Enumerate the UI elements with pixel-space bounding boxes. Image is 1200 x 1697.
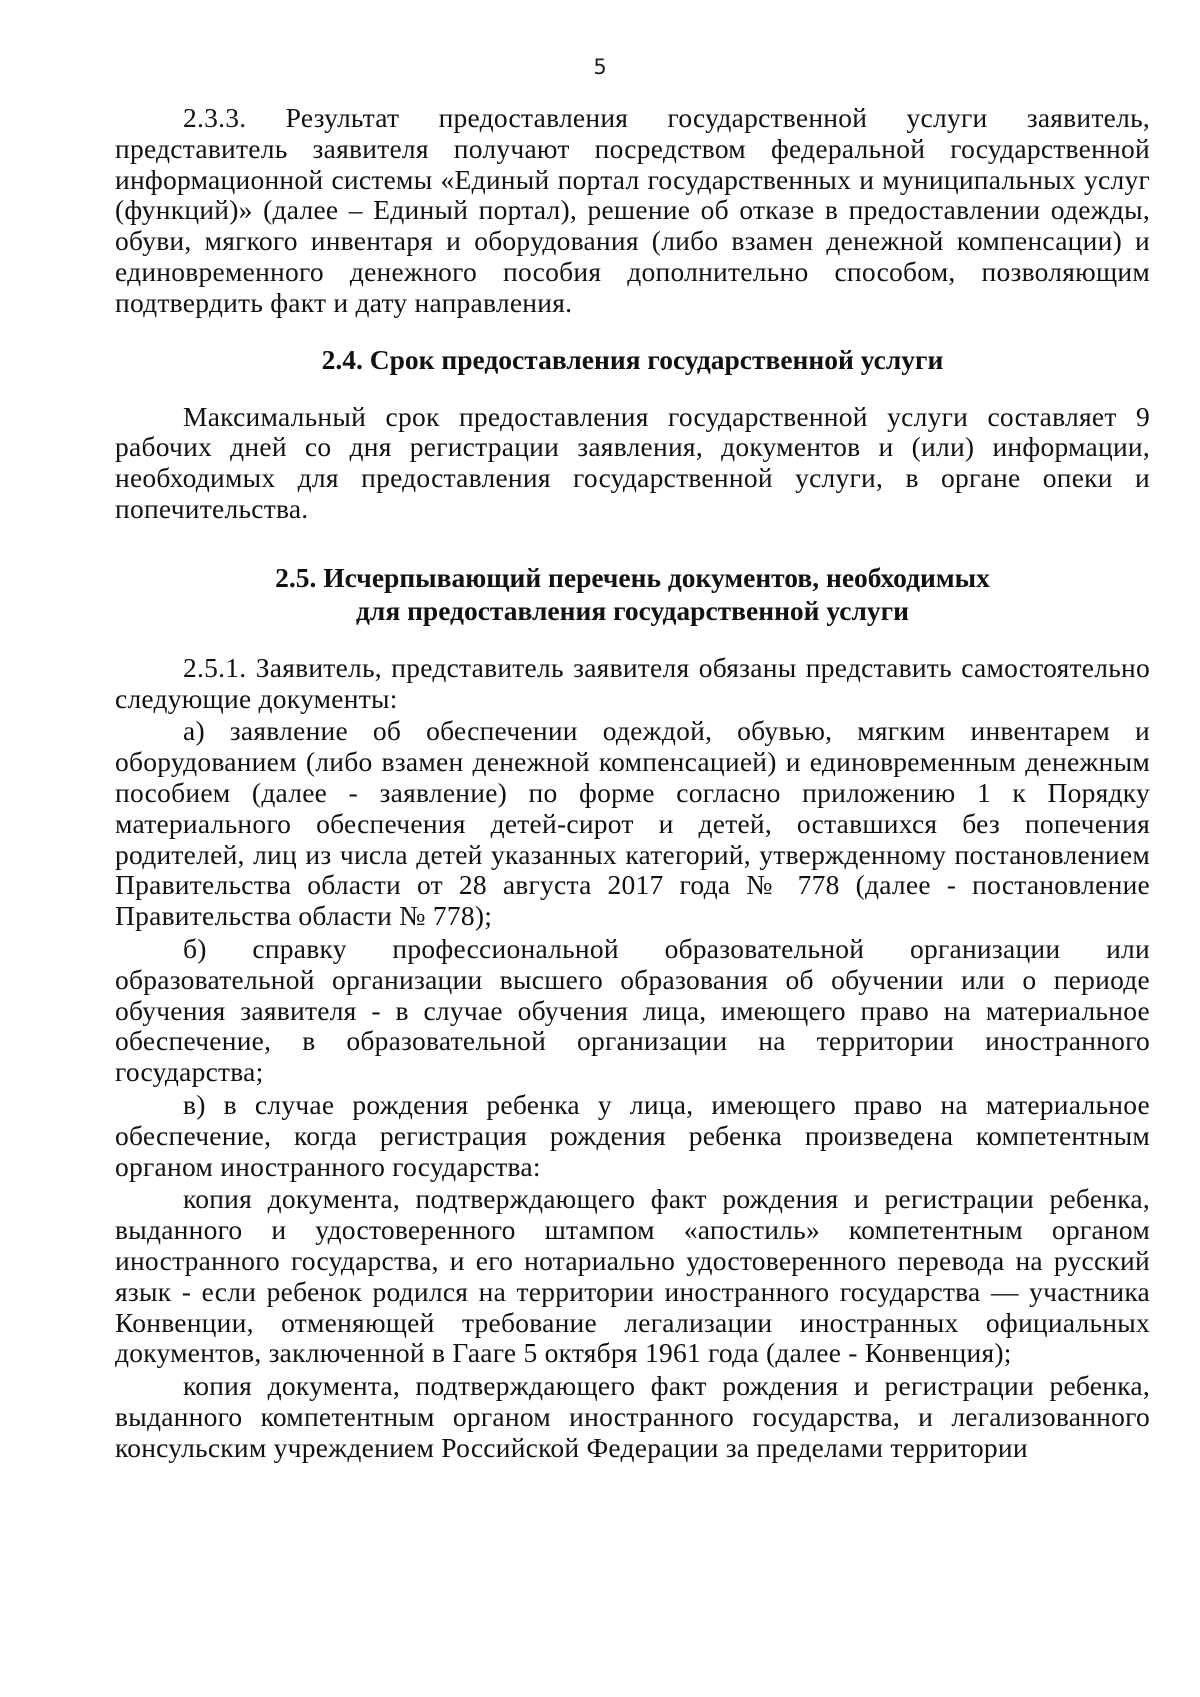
- page-number: 5: [593, 55, 607, 79]
- paragraph-2-3-3: 2.3.3. Результат предоставления государственной услуги заявитель, представитель заявителя получают посредством федеральной государственной информационной системы «Единый портал государственных и муниципальных услуг (функций)» (далее – Единый портал), решение об отказе в предоставлении одежды, обуви, мягкого инвентаря и оборудования (либо взамен денежной компенсации) и единовременного денежного пособия дополнительно способом, позволяющим подтвердить факт и дату направления.: [115, 102, 1150, 318]
- paragraph-copy-apostille: копия документа, подтверждающего факт рождения и регистрации ребенка, выданного и удостоверенного штампом «апостиль» компетентным органом иностранного государства, и его нотариально удостоверенного перевода на русский язык - если ребенок родился на территории иностранного государства — участника Конвенции, отменяющей требование легализации иностранных официальных документов, заключенной в Гааге 5 октября 1961 года (далее - Конвенция);: [115, 1183, 1150, 1369]
- section-heading-2-4: [115, 343, 1150, 376]
- list-item-a: а) заявление об обеспечении одеждой, обувью, мягким инвентарем и оборудованием (либо взамен денежной компенсацией) и единовременным денежным пособием (далее - заявление) по форме согласно приложению 1 к Порядку материального обеспечения детей-сирот и детей, оставшихся без попечения родителей, лиц из числа детей указанных категорий, утвержденному постановлением Правительства области от 28 августа 2017 года № 778 (далее - постановление Правительства области № 778);: [115, 715, 1150, 932]
- heading-2-4-text: 2.4. Срок предоставления государственной услуги: [321, 343, 944, 375]
- heading-2-5-line2: для предоставления государственной услуги: [355, 594, 910, 626]
- list-item-b: б) справку профессиональной образовательной организации или образовательной организации высшего образования об обучении или о периоде обучения заявителя - в случае обучения лица, имеющего право на материальное обеспечение, в образовательной организации на территории иностранного государства;: [115, 932, 1150, 1088]
- paragraph-2-4-term: Максимальный срок предоставления государственной услуги составляет 9 рабочих дней со дня регистрации заявления, документов и (или) информации, необходимых для предоставления государственной услуги, в органе опеки и попечительства.: [115, 400, 1150, 524]
- paragraph-copy-legalized: копия документа, подтверждающего факт рождения и регистрации ребенка, выданного компетентным органом иностранного государства, и легализованного консульским учреждением Российской Федерации за пределами территории: [115, 1370, 1150, 1463]
- heading-2-5-line1: 2.5. Исчерпывающий перечень документов, необходимых: [275, 561, 990, 593]
- document-body: [115, 103, 1150, 1463]
- list-item-v: в) в случае рождения ребенка у лица, имеющего право на материальное обеспечение, когда регистрация рождения ребенка произведена компетентным органом иностранного государства:: [115, 1088, 1150, 1182]
- section-heading-2-5: [115, 561, 1150, 627]
- paragraph-2-5-1: 2.5.1. Заявитель, представитель заявителя обязаны представить самостоятельно следующие документы:: [115, 651, 1150, 714]
